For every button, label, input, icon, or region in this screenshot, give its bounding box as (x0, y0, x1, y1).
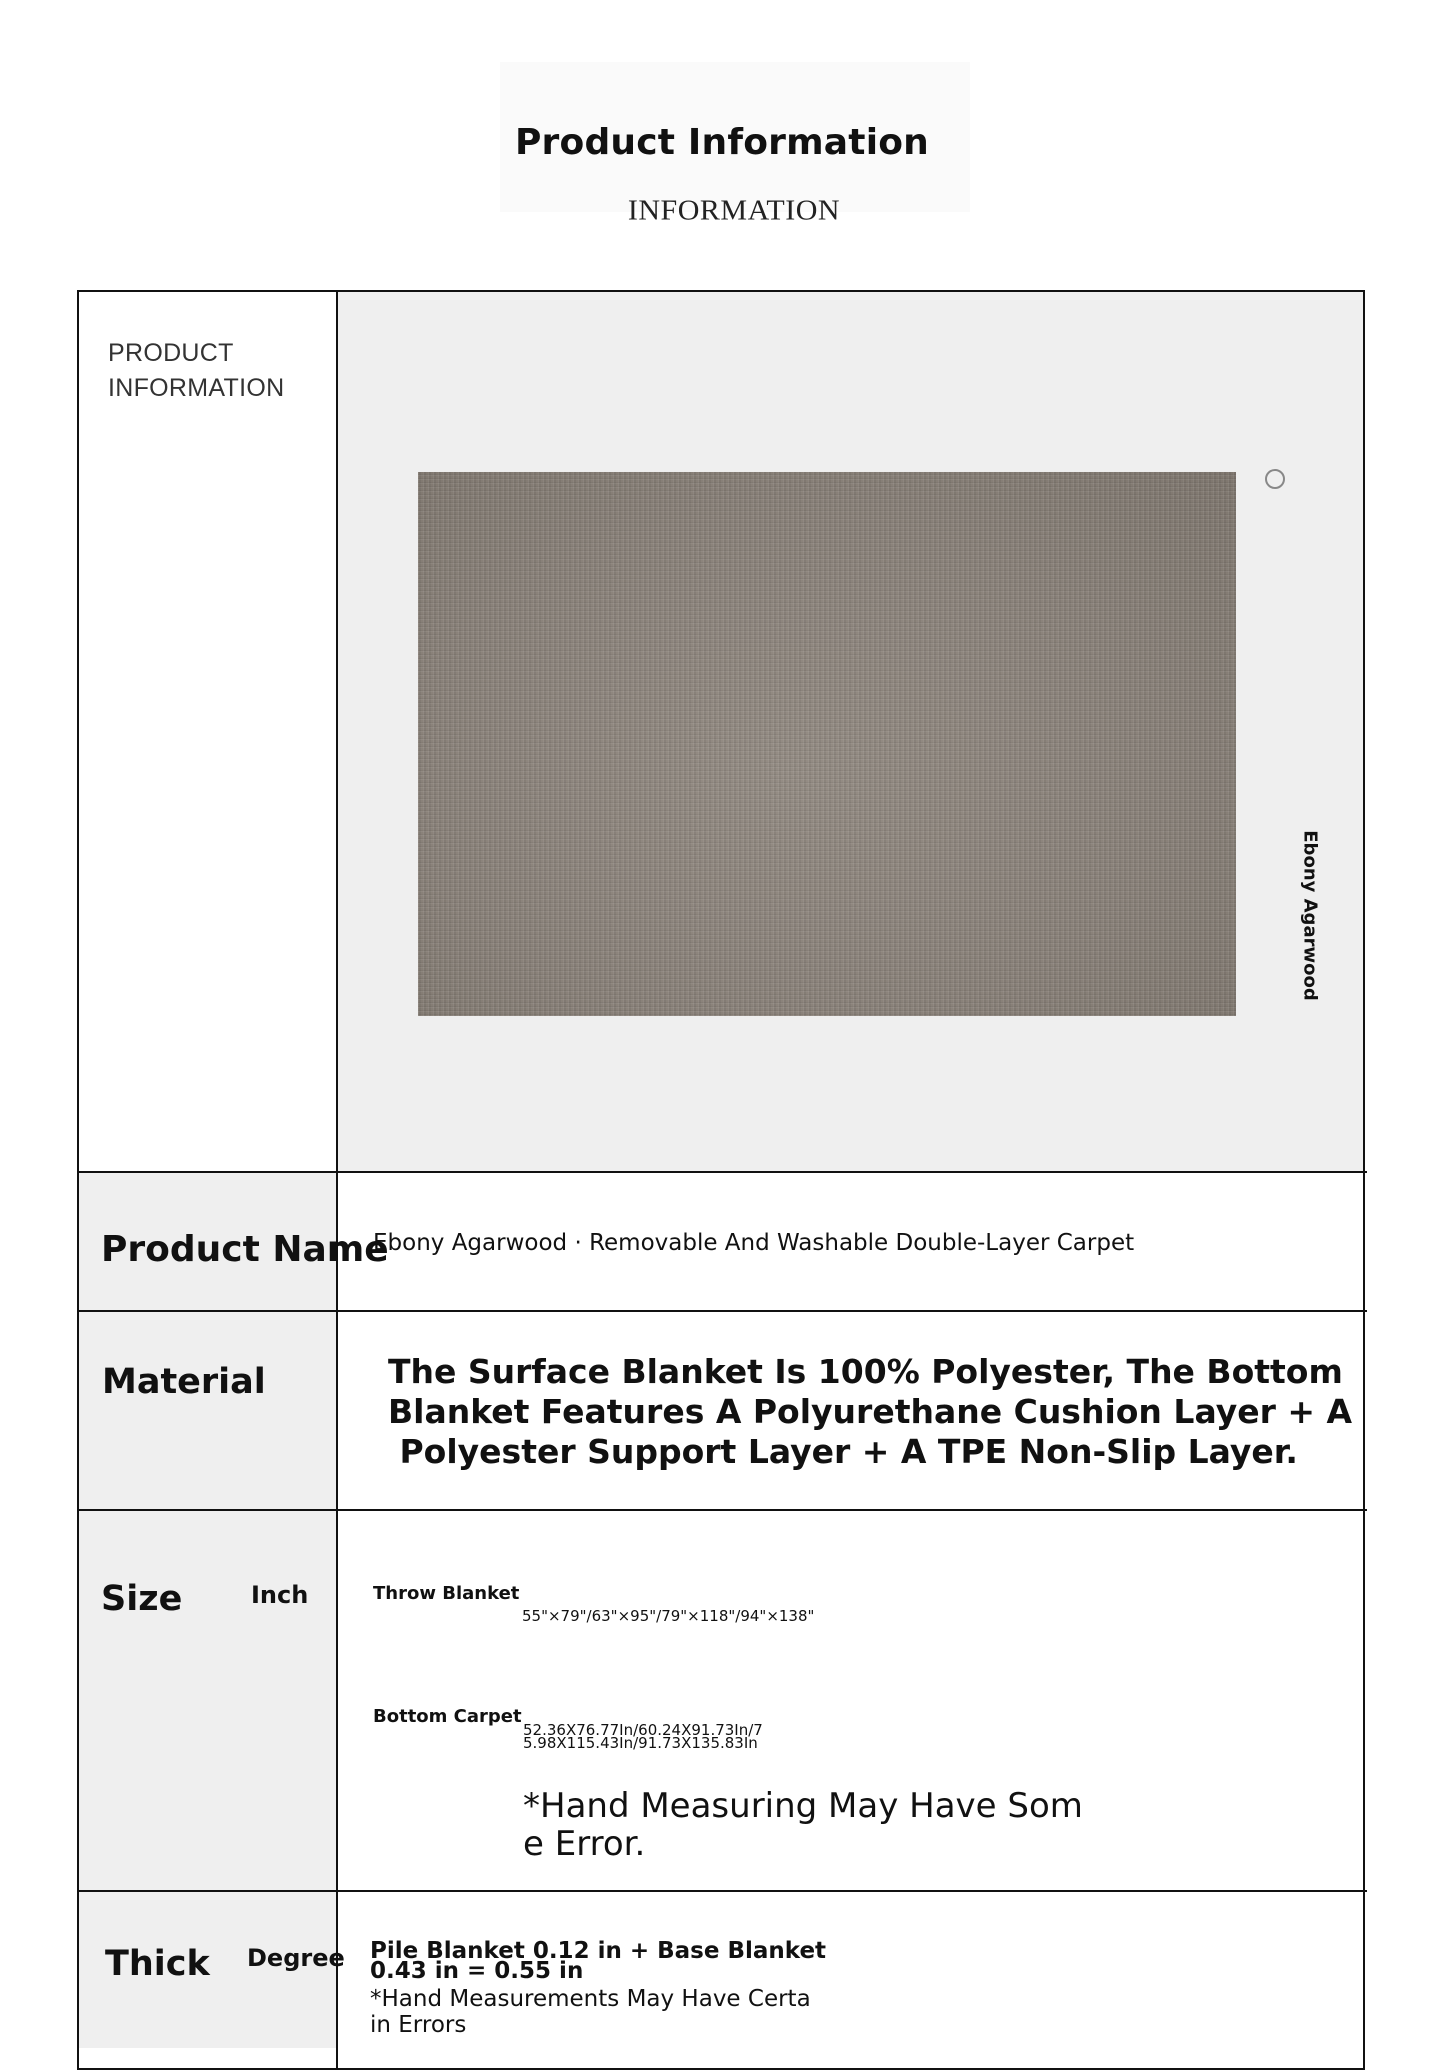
product-name-value: Ebony Agarwood · Removable And Washable Double-Layer Carpet (373, 1230, 1135, 1256)
row-divider (77, 1509, 1367, 1511)
material-value-line: Blanket Features A Polyurethane Cushion Layer + A (388, 1392, 1353, 1431)
throw-blanket-sizes: 55"×79"/63"×95"/79"×118"/94"×138" (522, 1607, 815, 1625)
size-note-line: *Hand Measuring May Have Som (523, 1786, 1083, 1826)
thickness-note-line: in Errors (370, 2012, 467, 2038)
thick-label: Thick (105, 1944, 210, 1984)
thickness-value-line: Pile Blanket 0.12 in + Base Blanket (370, 1938, 827, 1964)
material-value-line: Polyester Support Layer + A TPE Non-Slip Layer. (388, 1432, 1298, 1471)
row-divider (77, 1171, 1367, 1173)
size-label: Size (101, 1579, 183, 1619)
section-label: PRODUCT INFORMATION (108, 339, 285, 402)
product-name-label: Product Name (101, 1229, 389, 1270)
throw-blanket-label: Throw Blanket (373, 1583, 520, 1604)
table-column-divider (336, 290, 338, 2070)
size-unit-label: Inch (251, 1581, 309, 1609)
color-name-caption: Ebony Agarwood (1299, 830, 1321, 1001)
circle-outline-icon (1265, 469, 1285, 489)
thick-unit-label: Degree (247, 1944, 345, 1972)
size-note-line: e Error. (523, 1824, 646, 1864)
material-value-line: The Surface Blanket Is 100% Polyester, The Bottom (388, 1352, 1343, 1391)
material-label: Material (102, 1362, 266, 1402)
page-subtitle: INFORMATION (627, 194, 841, 227)
bottom-carpet-label: Bottom Carpet (373, 1706, 522, 1727)
thickness-note-line: *Hand Measurements May Have Certa (370, 1986, 811, 2012)
row-divider (77, 1310, 1367, 1312)
page-title: Product Information (514, 122, 930, 163)
bottom-carpet-sizes: 52.36X76.77In/60.24X91.73In/7 5.98X115.43In/91.73X135.83In (523, 1721, 763, 1752)
rug-product-image (418, 472, 1236, 1016)
row-divider (77, 1890, 1367, 1892)
thickness-value-line: 0.43 in = 0.55 in (370, 1958, 584, 1984)
